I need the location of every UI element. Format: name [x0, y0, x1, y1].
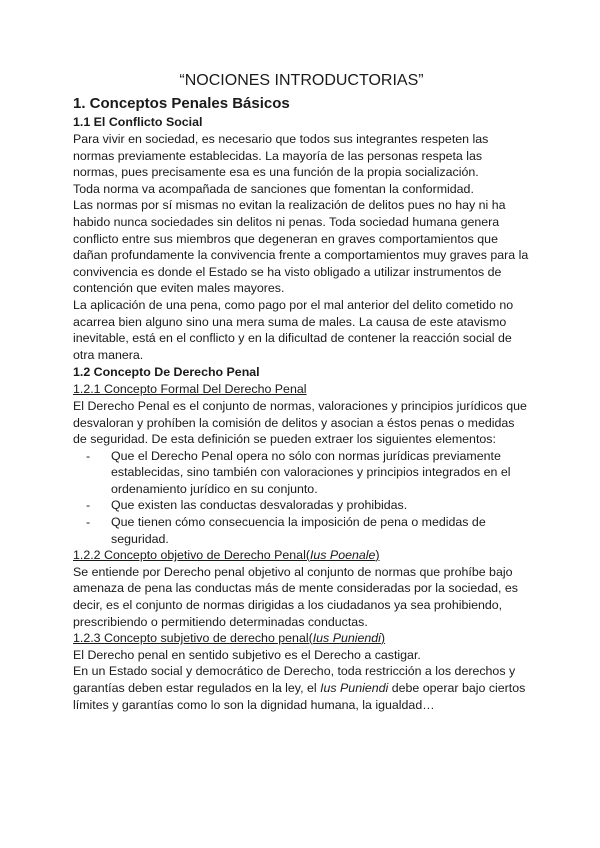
subsection-heading-1-2-3: 1.2.3 Concepto subjetivo de derecho penal(Ius Puniendi) — [73, 631, 386, 646]
dash-bullet: - — [86, 515, 91, 530]
paragraph: Las normas por sí mismas no evitan la realización de delitos pues no hay ni ha habido nunca sociedades sin delitos ni penas. Toda sociedad humana genera conflicto entre sus miembros que degeneran en graves comportamientos que dañan profundamente la convivencia frente a comportamientos muy graves para la convivencia es donde el Estado se ha visto obligado a utilizar instrumentos de contención que eviten males mayores. — [73, 198, 529, 296]
subsection-heading-1-2: 1.2 Concepto De Derecho Penal — [73, 365, 260, 380]
paragraph: El Derecho Penal es el conjunto de normas, valoraciones y principios jurídicos que desvaloran y prohíben la comisión de delitos y asocian a éstos penas o medidas de seguridad. De esta definición se pueden extraer los siguientes elementos: — [73, 398, 527, 447]
subsection-heading-1-2-2: 1.2.2 Concepto objetivo de Derecho Penal(Ius Poenale) — [73, 548, 380, 563]
paragraph: En un Estado social y democrático de Derecho, toda restricción a los derechos y garantías deben estar regulados en la ley, el Ius Puniendi debe operar bajo ciertos límites y garantías como lo son la dignidad humana, la igualdad… — [73, 664, 526, 712]
subsection-heading-1-2-1: 1.2.1 Concepto Formal Del Derecho Penal — [73, 382, 307, 397]
paragraph: El Derecho penal en sentido subjetivo es el Derecho a castigar. — [73, 647, 421, 662]
dash-bullet: - — [86, 498, 91, 513]
section-heading-1: 1. Conceptos Penales Básicos — [73, 95, 290, 112]
dash-bullet: - — [86, 448, 91, 463]
list-item: - Que existen las conductas desvaloradas y prohibidas. — [86, 498, 408, 513]
paragraph: La aplicación de una pena, como pago por el mal anterior del delito cometido no acarrea bien alguno sino una mera suma de males. La causa de este atavismo inevitable, está en el conflicto y en la dificultad de contener la reacción social de otra manera. — [73, 297, 514, 362]
document-title: “NOCIONES INTRODUCTORIAS” — [179, 72, 424, 89]
paragraph: Se entiende por Derecho penal objetivo al conjunto de normas que prohíbe bajo amenaza de pena las conductas más de mente consideradas por la sociedad, es decir, es el conjunto de normas dirigidas a los ciudadanos ya sea prohibiendo, prescribiendo o permitiendo determinadas conductas. — [73, 564, 518, 629]
paragraph: Toda norma va acompañada de sanciones que fomentan la conformidad. — [73, 181, 474, 196]
element-list — [73, 448, 530, 548]
paragraph: Para vivir en sociedad, es necesario que todos sus integrantes respeten las normas previamente establecidas. La mayoría de las personas respeta las normas, pues precisamente esa es una función de la propia socialización. — [73, 132, 489, 180]
list-item: - Que el Derecho Penal opera no sólo con normas jurídicas previamente establecidas, sino también con valoraciones y principios integrados en el ordenamiento jurídico en su conjunto. — [86, 448, 511, 496]
list-item: - Que tienen cómo consecuencia la imposición de pena o medidas de seguridad. — [86, 515, 486, 546]
subsection-heading-1-1: 1.1 El Conflicto Social — [73, 115, 203, 129]
